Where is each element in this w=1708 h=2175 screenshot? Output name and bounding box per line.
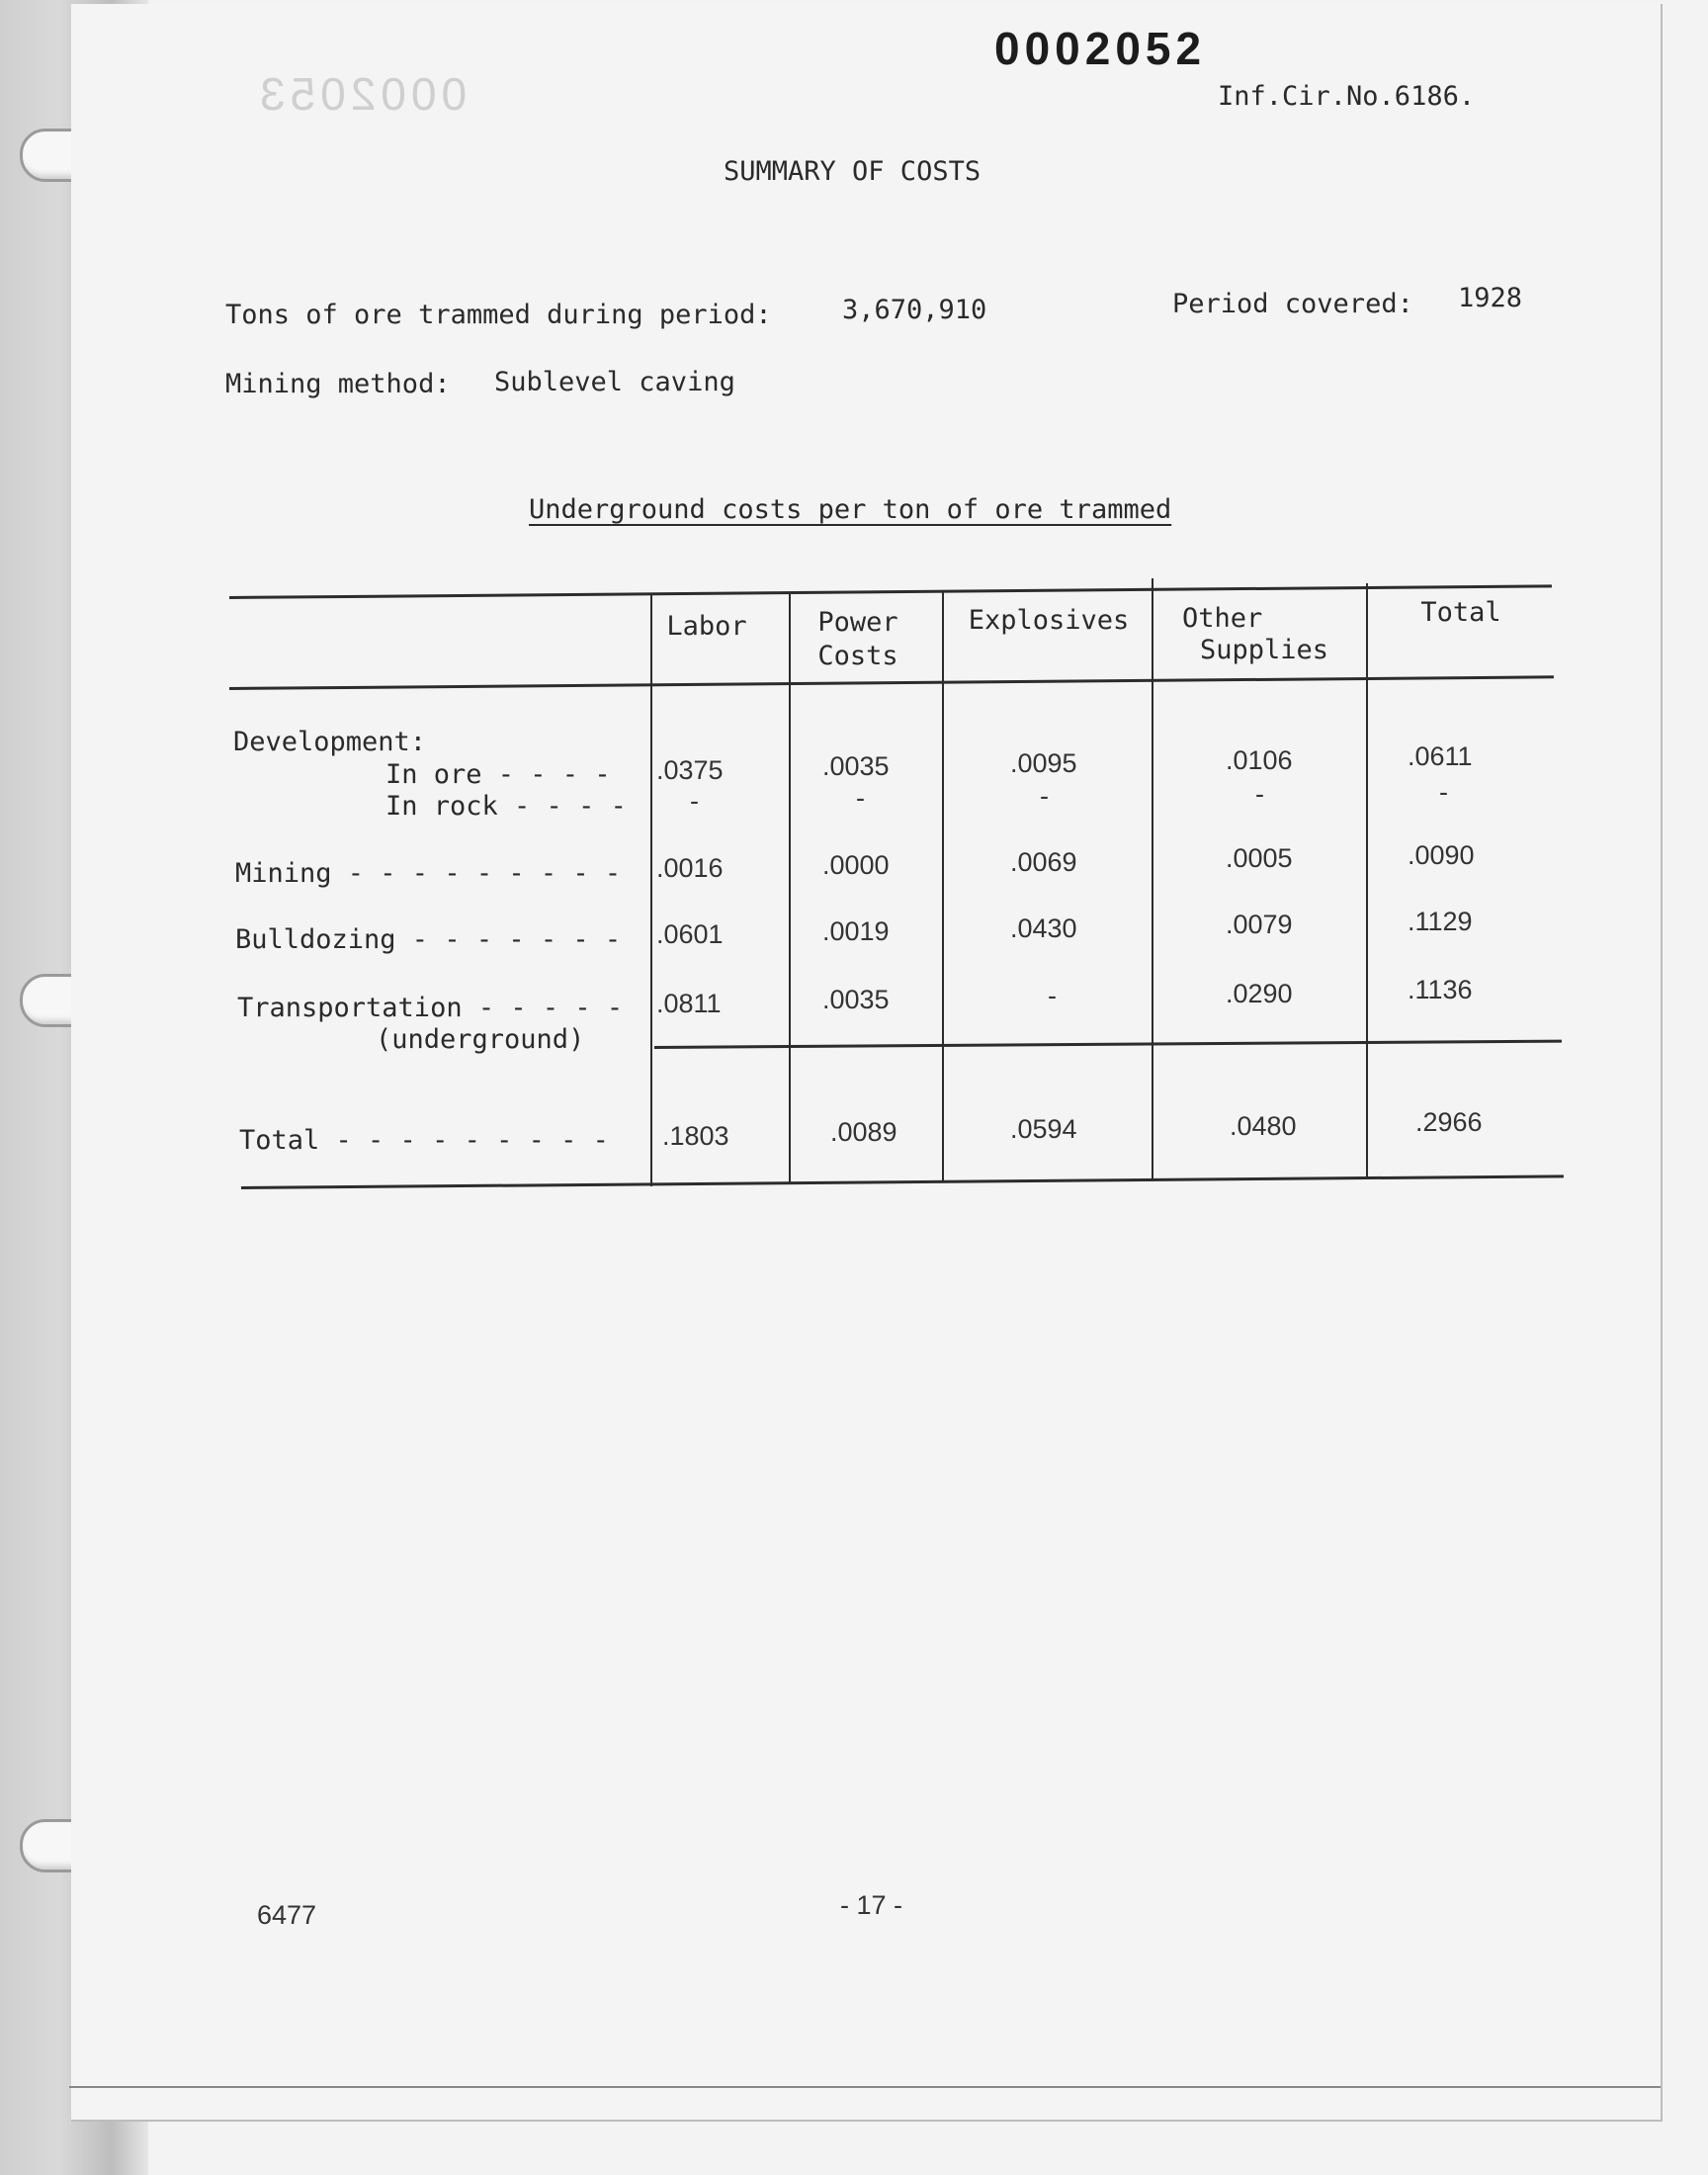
- cell-in-ore-total: .0611: [1408, 741, 1473, 771]
- header-explosives: Explosives: [968, 605, 1130, 636]
- cell-total-explosives: .0594: [1010, 1114, 1077, 1144]
- page-number: - 17 -: [840, 1890, 903, 1920]
- cell-total-labor: .1803: [662, 1121, 729, 1151]
- period-value: 1928: [1458, 283, 1523, 313]
- cell-in-rock-power: -: [856, 783, 865, 813]
- cell-in-rock-labor: -: [690, 786, 699, 816]
- cell-in-ore-power: .0035: [822, 751, 890, 781]
- tons-value: 3,670,910: [842, 295, 987, 325]
- row-label-bulldozing: Bulldozing - - - - - - -: [235, 924, 622, 955]
- cell-in-ore-explosives: .0095: [1010, 748, 1077, 778]
- cell-mining-labor: .0016: [656, 853, 724, 883]
- cell-mining-other: .0005: [1226, 843, 1293, 873]
- cell-transportation-power: .0035: [822, 985, 890, 1014]
- row-label-in-rock: In rock - - - -: [385, 791, 627, 822]
- row-label-in-ore: In ore - - - -: [385, 759, 611, 790]
- col-divider-3: [942, 591, 944, 1182]
- circular-number: Inf.Cir.No.6186.: [1218, 81, 1476, 112]
- cell-total-other: .0480: [1230, 1111, 1297, 1141]
- stamp-number: 0002052: [994, 23, 1207, 74]
- col-divider-4: [1152, 578, 1153, 1179]
- row-label-mining: Mining - - - - - - - - -: [235, 858, 622, 889]
- cell-in-ore-labor: .0375: [656, 755, 724, 785]
- header-power-line2: Costs: [817, 641, 898, 671]
- mining-method-value: Sublevel caving: [494, 367, 735, 397]
- cell-bulldozing-power: .0019: [822, 916, 890, 946]
- col-divider-5: [1366, 583, 1368, 1176]
- cell-in-rock-other: -: [1255, 779, 1264, 809]
- cell-bulldozing-labor: .0601: [656, 919, 724, 949]
- cell-total-total: .2966: [1415, 1107, 1483, 1137]
- col-divider-1: [650, 593, 652, 1186]
- header-other-line1: Other: [1182, 603, 1263, 634]
- cell-transportation-other: .0290: [1226, 979, 1293, 1008]
- cell-mining-power: .0000: [822, 850, 890, 880]
- cell-bulldozing-total: .1129: [1408, 907, 1473, 936]
- row-label-transportation: Transportation - - - - -: [237, 993, 624, 1023]
- cell-transportation-labor: .0811: [656, 989, 722, 1018]
- mining-method-label: Mining method:: [225, 369, 451, 399]
- cell-transportation-explosives: -: [1048, 981, 1057, 1010]
- cell-bulldozing-explosives: .0430: [1010, 914, 1077, 943]
- page-title: SUMMARY OF COSTS: [724, 156, 982, 187]
- ghost-stamp-number: 0002053: [255, 68, 468, 120]
- header-labor: Labor: [666, 611, 747, 642]
- tons-label: Tons of ore trammed during period:: [225, 300, 772, 330]
- cell-mining-total: .0090: [1408, 840, 1475, 870]
- header-other-line2: Supplies: [1200, 635, 1329, 665]
- header-power-line1: Power: [817, 607, 898, 638]
- table-subtitle: Underground costs per ton of ore trammed: [529, 494, 1172, 525]
- cell-transportation-total: .1136: [1408, 975, 1473, 1004]
- page-bottom-edge: [69, 2086, 1661, 2088]
- cell-in-rock-explosives: -: [1040, 781, 1049, 811]
- cell-total-power: .0089: [830, 1117, 897, 1147]
- row-label-transportation-sub: (underground): [376, 1024, 585, 1055]
- footer-document-number: 6477: [257, 1900, 317, 1930]
- col-divider-2: [789, 593, 791, 1184]
- period-label: Period covered:: [1172, 289, 1413, 319]
- row-label-total: Total - - - - - - - - -: [239, 1125, 609, 1156]
- cell-mining-explosives: .0069: [1010, 847, 1077, 877]
- cell-in-rock-total: -: [1439, 777, 1448, 807]
- cell-bulldozing-other: .0079: [1226, 910, 1293, 939]
- cell-in-ore-other: .0106: [1226, 745, 1293, 775]
- header-total: Total: [1420, 597, 1501, 628]
- row-label-development: Development:: [233, 727, 427, 757]
